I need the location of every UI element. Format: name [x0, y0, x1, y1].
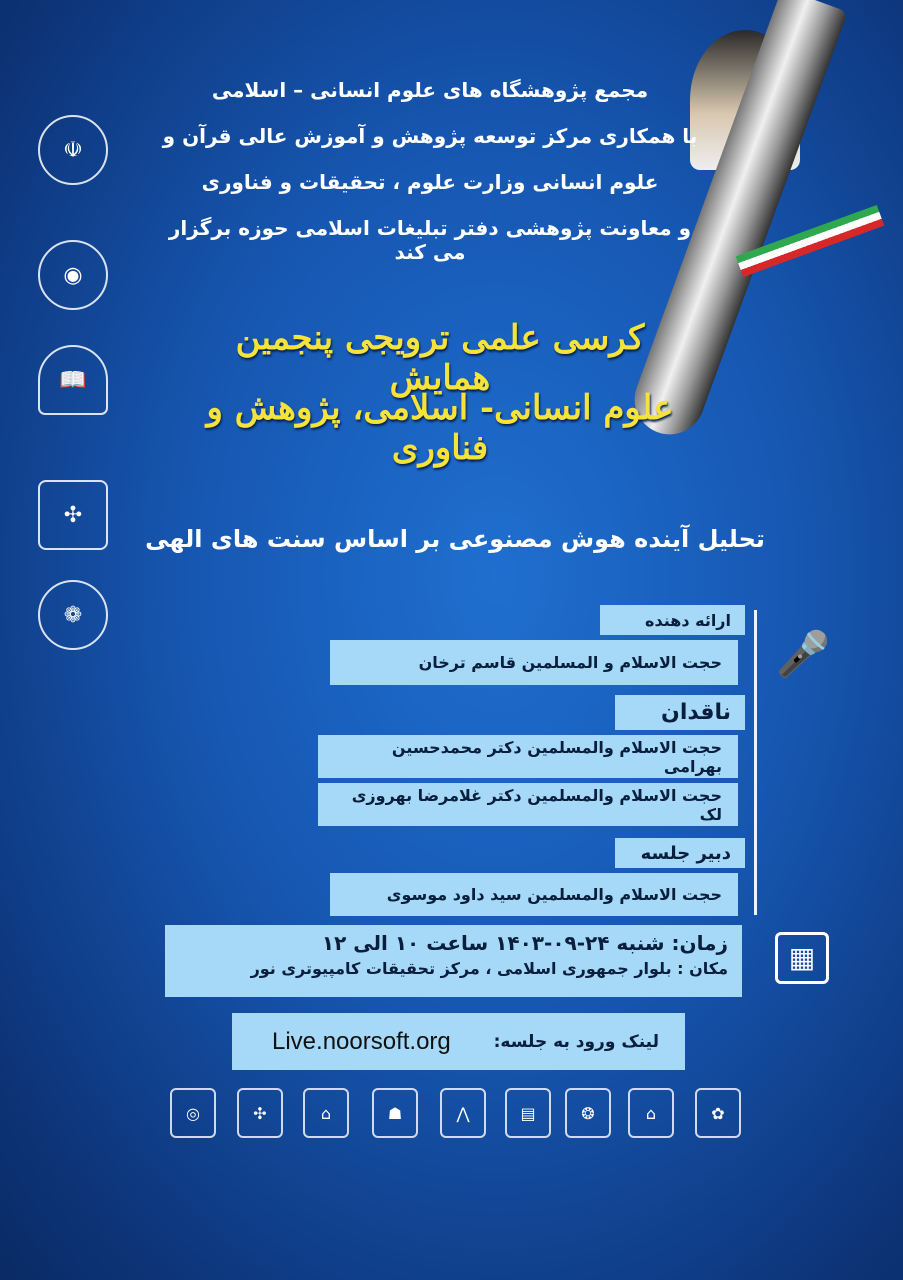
header-line-1: مجمع پژوهشگاه های علوم انسانی – اسلامی	[211, 78, 649, 102]
schedule-box	[165, 925, 742, 997]
secretary-name: حجت الاسلام والمسلمین سید داود موسوی	[330, 873, 738, 916]
secretary-label: دبیر جلسه	[615, 838, 745, 868]
header-line-2: با همکاری مرکز توسعه پژوهش و آموزش عالی قرآن و	[162, 124, 698, 148]
event-title-line-1: کرسی علمی ترویجی پنجمین همایش	[235, 318, 645, 398]
sponsor-logo-4: ☗	[372, 1088, 418, 1138]
iran-emblem-logo: ☫	[38, 115, 108, 185]
event-title-line-2: علوم انسانی- اسلامی، پژوهش و فناوری	[206, 388, 674, 468]
speaker-podium-icon: 🎤	[775, 629, 831, 680]
sponsor-logo-2: ✣	[237, 1088, 283, 1138]
critic-name-1: حجت الاسلام والمسلمین دکتر محمدحسین بهرامی	[318, 735, 738, 778]
sponsor-logo-7: ❂	[565, 1088, 611, 1138]
sponsor-logo-5: ⋀	[440, 1088, 486, 1138]
header-line-4: و معاونت پژوهشی دفتر تبلیغات اسلامی حوزه برگزار می کند	[168, 216, 692, 264]
link-label: لینک ورود به جلسه:	[493, 1031, 659, 1052]
schedule-time: زمان: شنبه ۲۴-۰۹-۱۴۰۳ ساعت ۱۰ الی ۱۲	[321, 931, 728, 955]
schedule-place: مکان : بلوار جمهوری اسلامی ، مرکز تحقیقات کامپیوتری نور	[250, 959, 728, 978]
sponsor-logo-6: ▤	[505, 1088, 551, 1138]
presenter-name: حجت الاسلام و المسلمین قاسم ترخان	[330, 640, 738, 685]
institution-logo-5: ❁	[38, 580, 108, 650]
link-box	[232, 1013, 685, 1070]
critic-name-2: حجت الاسلام والمسلمین دکتر غلامرضا بهروزی لک	[318, 783, 738, 826]
sponsor-logo-9: ✿	[695, 1088, 741, 1138]
calendar-clock-icon: ▦	[775, 932, 829, 984]
sponsor-logo-1: ◎	[170, 1088, 216, 1138]
critics-label: ناقدان	[615, 695, 745, 730]
topic-title: تحلیل آینده هوش مصنوعی بر اساس سنت های الهی	[145, 525, 765, 553]
session-link[interactable]: Live.noorsoft.org	[272, 1027, 451, 1055]
sponsor-logo-3: ⌂	[303, 1088, 349, 1138]
sponsor-logo-8: ⌂	[628, 1088, 674, 1138]
institution-logo-3: 📖	[38, 345, 108, 415]
divider-line	[754, 610, 757, 915]
header-line-3: علوم انسانی وزارت علوم ، تحقیقات و فناوری	[201, 170, 659, 194]
presenter-label: ارائه دهنده	[600, 605, 745, 635]
institution-logo-2: ◉	[38, 240, 108, 310]
institution-logo-4: ✣	[38, 480, 108, 550]
